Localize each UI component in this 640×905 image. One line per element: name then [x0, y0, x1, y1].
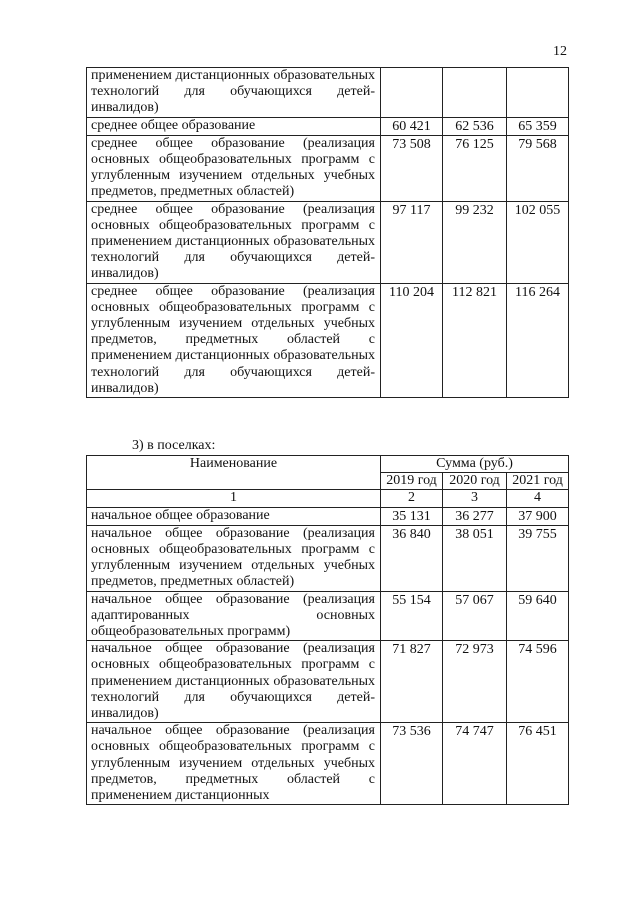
row-name-cell: начальное общее образование (реализация основных общеобразовательных программ с применением дистанционных образовательных технологий для обучающихся детей-инвалидов)	[87, 641, 381, 723]
row-name-cell: среднее общее образование (реализация основных общеобразовательных программ с углубленным изучением отдельных учебных предметов, предметных областей с применением дистанционных образовательных технологий для обучающихся детей-инвалидов)	[87, 283, 381, 397]
top-table-body	[87, 68, 569, 398]
table-row	[87, 135, 569, 201]
row-name-cell: начальное общее образование	[87, 507, 381, 525]
table-row	[87, 117, 569, 135]
header-year-2020: 2020 год	[443, 473, 507, 490]
table-row	[87, 68, 569, 118]
table-row	[87, 723, 569, 805]
header-sum-cell: Сумма (руб.)	[381, 456, 569, 473]
row-value-2021: 79 568	[507, 135, 569, 201]
row-name-cell: начальное общее образование (реализация адаптированных основных общеобразовательных программ)	[87, 591, 381, 641]
row-value-2020: 36 277	[443, 507, 507, 525]
row-value-2020: 74 747	[443, 723, 507, 805]
row-value-2020: 62 536	[443, 117, 507, 135]
row-value-2019: 97 117	[381, 201, 443, 283]
row-value-2021: 116 264	[507, 283, 569, 397]
col-number-1: 1	[87, 490, 381, 507]
row-value-2020: 72 973	[443, 641, 507, 723]
row-value-2019: 110 204	[381, 283, 443, 397]
table-row	[87, 507, 569, 525]
row-value-2020: 99 232	[443, 201, 507, 283]
row-value-2021: 74 596	[507, 641, 569, 723]
row-value-2021: 102 055	[507, 201, 569, 283]
row-value-2021: 76 451	[507, 723, 569, 805]
table-row	[87, 641, 569, 723]
row-value-2019: 60 421	[381, 117, 443, 135]
row-value-2019: 36 840	[381, 525, 443, 591]
row-value-2019: 35 131	[381, 507, 443, 525]
column-numbers-row	[87, 490, 569, 507]
row-value-2020: 76 125	[443, 135, 507, 201]
bottom-table-header	[87, 456, 569, 508]
table-row	[87, 283, 569, 397]
top-table	[86, 67, 569, 398]
row-value-2019	[381, 68, 443, 118]
row-value-2020: 57 067	[443, 591, 507, 641]
row-value-2019: 73 508	[381, 135, 443, 201]
row-name-cell: применением дистанционных образовательных технологий для обучающихся детей-инвалидов)	[87, 68, 381, 118]
row-value-2021	[507, 68, 569, 118]
page-number: 12	[553, 44, 567, 59]
row-value-2019: 55 154	[381, 591, 443, 641]
row-value-2019: 73 536	[381, 723, 443, 805]
row-name-cell: начальное общее образование (реализация основных общеобразовательных программ с углубленным изучением отдельных учебных предметов, предметных областей с применением дистанционных	[87, 723, 381, 805]
bottom-table-body	[87, 507, 569, 805]
row-name-cell: среднее общее образование	[87, 117, 381, 135]
col-number-4: 4	[507, 490, 569, 507]
row-name-cell: среднее общее образование (реализация основных общеобразовательных программ с углубленным изучением отдельных учебных предметов, предметных областей)	[87, 135, 381, 201]
table-row	[87, 525, 569, 591]
header-year-2021: 2021 год	[507, 473, 569, 490]
row-value-2021: 39 755	[507, 525, 569, 591]
header-name-cell: Наименование	[87, 456, 381, 490]
table-row	[87, 201, 569, 283]
row-name-cell: начальное общее образование (реализация основных общеобразовательных программ с углубленным изучением отдельных учебных предметов, предметных областей)	[87, 525, 381, 591]
col-number-3: 3	[443, 490, 507, 507]
row-value-2021: 37 900	[507, 507, 569, 525]
header-year-2019: 2019 год	[381, 473, 443, 490]
header-row	[87, 456, 569, 473]
col-number-2: 2	[381, 490, 443, 507]
row-value-2021: 59 640	[507, 591, 569, 641]
row-value-2019: 71 827	[381, 641, 443, 723]
row-name-cell: среднее общее образование (реализация основных общеобразовательных программ с применением дистанционных образовательных технологий для обучающихся детей-инвалидов)	[87, 201, 381, 283]
row-value-2020: 112 821	[443, 283, 507, 397]
row-value-2020	[443, 68, 507, 118]
row-value-2020: 38 051	[443, 525, 507, 591]
table-row	[87, 591, 569, 641]
section-heading: 3) в поселках:	[132, 438, 216, 453]
row-value-2021: 65 359	[507, 117, 569, 135]
bottom-table	[86, 455, 569, 805]
